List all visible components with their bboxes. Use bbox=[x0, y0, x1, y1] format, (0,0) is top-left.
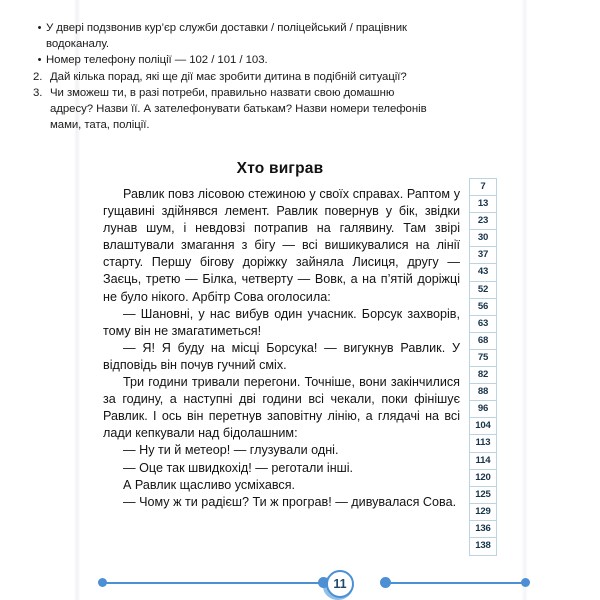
footer-dot-inner-right bbox=[380, 577, 391, 588]
word-count-cell: 52 bbox=[470, 282, 496, 299]
word-count-cell: 104 bbox=[470, 418, 496, 435]
exercise-list bbox=[33, 20, 431, 133]
bullet-icon: • bbox=[37, 54, 42, 67]
story-paragraph: — Шановнi, у нас вибув один учасник. Борсук захворiв, тому вiн не змагатиметься! bbox=[103, 306, 460, 338]
story-title: Хто виграв bbox=[236, 160, 324, 177]
exercise-text: Номер телефону полiцiї — 102 / 101 / 103. bbox=[46, 54, 268, 67]
word-count-column bbox=[469, 178, 497, 556]
exercise-item bbox=[33, 69, 431, 85]
word-count-cell: 75 bbox=[470, 350, 496, 367]
story-paragraph: А Равлик щасливо усмiхався. bbox=[123, 477, 296, 492]
word-count-cell: 13 bbox=[470, 196, 496, 213]
story-paragraph: Три години тривали перегони. Точнiше, вони закiнчилися за годину, а наступнi двi години всi чекали, поки фiнiшує Равлик. I ось вiн перетнув заповiтну лiнiю, а глядачi на всi лади кепкували над бiдолашним: bbox=[103, 375, 460, 441]
story-paragraph: — Оце так швидкохiд! — реготали iншi. bbox=[123, 460, 354, 475]
story-paragraph: — Я! Я буду на мiсцi Борсука! — вигукнув Равлик. У вiдповiдь вiн почув гучний смiх. bbox=[103, 340, 460, 372]
word-count-cell: 68 bbox=[470, 333, 496, 350]
footer-dot-left bbox=[98, 578, 107, 587]
story-paragraph: — Ну ти й метеор! — глузували однi. bbox=[123, 443, 339, 458]
word-count-cell: 43 bbox=[470, 264, 496, 281]
word-count-cell: 120 bbox=[470, 470, 496, 487]
bullet-icon: • bbox=[37, 22, 42, 34]
word-count-cell: 96 bbox=[470, 401, 496, 418]
exercise-text: Чи зможеш ти, в разi потреби, правильно назвати свою домашню адресу? Назви її. А зателефонувати батькам? Назви номери телефонiв мами, тата, полiцiї. bbox=[50, 86, 427, 132]
word-count-cell: 114 bbox=[470, 453, 496, 470]
word-count-cell: 125 bbox=[470, 487, 496, 504]
footer-decoration bbox=[80, 568, 522, 598]
exercise-item bbox=[33, 52, 431, 68]
word-count-cell: 129 bbox=[470, 504, 496, 521]
story-paragraph: Равлик повз лiсовою стежиною у своїх справах. Раптом у гущавинi здiйнявся лемент. Равлик повернув у бiк, звiдки лунав шум, i невдовзi потрапив на галявину. Там звiрi влаштували змагання з бiгу — всi вишикувалися на лiнiї старту. Першу бiгову дорiжку зайняла Лисиця, другу — Заєць, третю — Бiлка, четверту — Вовк, а на п’ятiй дорiжцi не було нiкого. Арбiтр Сова оголосила: bbox=[103, 187, 460, 304]
word-count-cell: 23 bbox=[470, 213, 496, 230]
word-count-cell: 88 bbox=[470, 384, 496, 401]
exercise-text: Дай кiлька порад, якi ще дiї має зробити дитина в подiбнiй ситуацiї? bbox=[50, 70, 407, 83]
footer-rule-right bbox=[385, 582, 525, 584]
word-count-cell: 82 bbox=[470, 367, 496, 384]
word-count-cell: 30 bbox=[470, 230, 496, 247]
page-number: 11 bbox=[333, 577, 347, 591]
exercise-number: 3. bbox=[33, 86, 43, 99]
footer-dot-right bbox=[521, 578, 530, 587]
word-count-cell: 37 bbox=[470, 247, 496, 264]
exercise-item bbox=[33, 20, 431, 52]
word-count-cell: 63 bbox=[470, 316, 496, 333]
page-edge-right bbox=[522, 0, 528, 600]
exercise-number: 2. bbox=[33, 70, 43, 83]
story-paragraph: — Чому ж ти радiєш? Ти ж програв! — дивувалася Сова. bbox=[123, 494, 457, 509]
word-count-cell: 7 bbox=[470, 179, 496, 196]
word-count-cell: 113 bbox=[470, 435, 496, 452]
story-body bbox=[103, 186, 460, 511]
exercise-item bbox=[33, 85, 431, 134]
footer-rule-left bbox=[102, 582, 324, 584]
word-count-cell: 136 bbox=[470, 521, 496, 538]
exercise-text: У дверi подзвонив кур’єр служби доставки / полiцейський / працiвник водоканалу. bbox=[46, 22, 407, 51]
word-count-cell: 138 bbox=[475, 539, 491, 551]
word-count-cell: 56 bbox=[470, 299, 496, 316]
